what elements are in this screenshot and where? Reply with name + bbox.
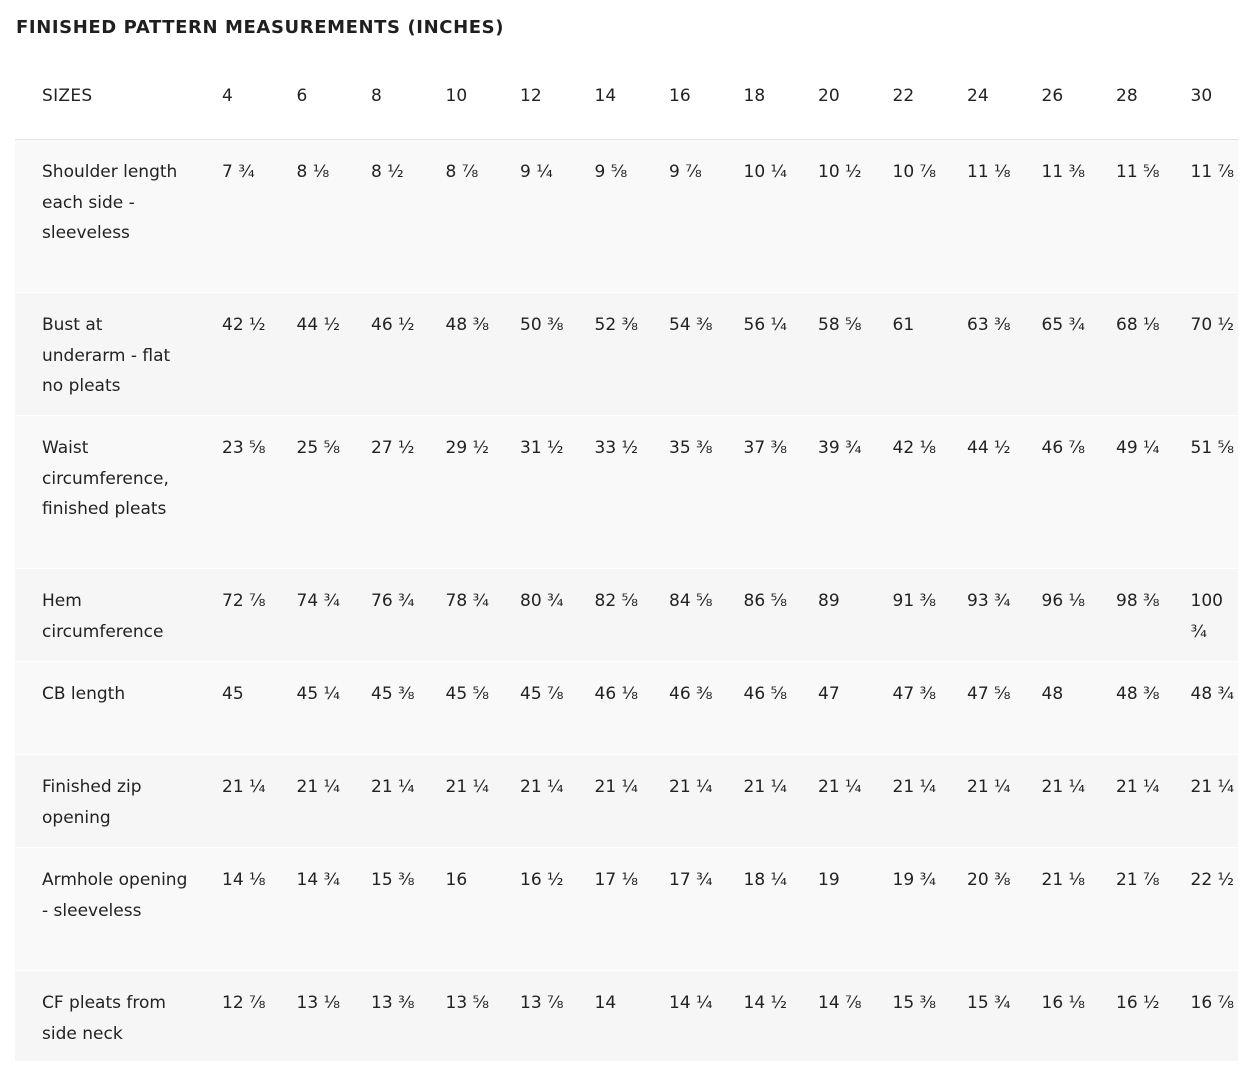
measurement-cell: 21 ¼	[594, 777, 639, 797]
measurement-cell: 25 ⅝	[296, 438, 341, 458]
row-label: Hem circumference	[42, 591, 164, 642]
measurement-cell: 21 ¼	[296, 777, 341, 797]
measurement-cell: 14 ½	[743, 993, 788, 1013]
measurement-cell: 45 ⅞	[520, 684, 564, 704]
measurement-cell: 45 ⅜	[371, 684, 415, 704]
measurement-cell: 42 ½	[222, 315, 266, 335]
size-header: 10	[445, 86, 468, 106]
measurement-cell: 9 ⅞	[669, 162, 702, 182]
measurement-cell: 11 ⅞	[1190, 162, 1235, 182]
size-header: 4	[222, 86, 233, 106]
measurement-cell: 19 ¾	[892, 870, 937, 890]
measurement-cell: 13 ⅞	[520, 993, 564, 1013]
measurement-cell: 46 ⅝	[743, 684, 788, 704]
size-header: 26	[1041, 86, 1064, 106]
measurement-cell: 21 ¼	[743, 777, 788, 797]
measurement-cell: 16 ⅞	[1190, 993, 1235, 1013]
size-header: 14	[594, 86, 617, 106]
measurement-cell: 68 ⅛	[1116, 315, 1160, 335]
measurement-cell: 23 ⅝	[222, 438, 266, 458]
measurement-cell: 91 ⅜	[892, 591, 937, 611]
measurement-cell: 20 ⅜	[967, 870, 1011, 890]
measurement-cell: 8 ½	[371, 162, 404, 182]
table-header-row	[15, 60, 1238, 140]
measurement-cell: 16 ½	[1116, 993, 1160, 1013]
measurement-cell: 72 ⅞	[222, 591, 266, 611]
row-label: Bust at underarm - flat no pleats	[42, 315, 171, 396]
measurement-cell: 14 ⅞	[818, 993, 862, 1013]
measurement-cell: 44 ½	[296, 315, 341, 335]
size-header: 28	[1116, 86, 1138, 106]
measurement-cell: 93 ¾	[967, 591, 1011, 611]
measurement-cell: 35 ⅜	[669, 438, 713, 458]
measurement-cell: 21 ¼	[818, 777, 862, 797]
measurement-cell: 10 ½	[818, 162, 862, 182]
measurement-cell: 76 ¾	[371, 591, 415, 611]
measurement-cell: 13 ⅜	[371, 993, 415, 1013]
table-row	[15, 971, 1238, 1062]
size-header: 12	[520, 86, 542, 106]
measurement-cell: 82 ⅝	[594, 591, 639, 611]
measurement-cell: 21 ¼	[520, 777, 564, 797]
measurement-cell: 84 ⅝	[669, 591, 713, 611]
measurement-cell: 46 ⅛	[594, 684, 639, 704]
measurement-cell: 16 ⅛	[1041, 993, 1086, 1013]
page-title: FINISHED PATTERN MEASUREMENTS (INCHES)	[16, 17, 505, 38]
measurement-cell: 21 ¼	[445, 777, 490, 797]
measurement-cell: 13 ⅛	[296, 993, 341, 1013]
measurement-cell: 100 ¾	[1190, 591, 1223, 642]
row-label: CB length	[42, 684, 126, 704]
measurement-cell: 52 ⅜	[594, 315, 639, 335]
measurement-cell: 18 ¼	[743, 870, 788, 890]
measurement-cell: 74 ¾	[296, 591, 341, 611]
measurement-cell: 16	[445, 870, 468, 890]
measurement-cell: 80 ¾	[520, 591, 564, 611]
size-header: 8	[371, 86, 382, 106]
measurement-cell: 61	[892, 315, 915, 335]
table-row	[15, 755, 1238, 848]
row-label: CF pleats from side neck	[42, 993, 166, 1044]
measurement-cell: 45 ¼	[296, 684, 341, 704]
measurement-cell: 48 ¾	[1190, 684, 1235, 704]
measurement-cell: 21 ⅛	[1041, 870, 1086, 890]
table-row	[15, 140, 1238, 293]
measurement-cell: 45	[222, 684, 244, 704]
measurement-cell: 63 ⅜	[967, 315, 1011, 335]
measurement-cell: 17 ¾	[669, 870, 713, 890]
measurement-cell: 70 ½	[1190, 315, 1235, 335]
measurement-cell: 56 ¼	[743, 315, 788, 335]
size-header: 30	[1190, 86, 1213, 106]
size-header: 20	[818, 86, 840, 106]
row-label: Armhole opening - sleeveless	[42, 870, 188, 921]
measurement-cell: 21 ¼	[1190, 777, 1235, 797]
table-row	[15, 662, 1238, 755]
measurements-table	[15, 60, 1238, 1062]
measurement-cell: 8 ⅛	[296, 162, 330, 182]
measurement-cell: 10 ¼	[743, 162, 788, 182]
measurement-cell: 46 ½	[371, 315, 415, 335]
measurement-cell: 96 ⅛	[1041, 591, 1086, 611]
measurement-cell: 21 ¼	[967, 777, 1011, 797]
measurement-cell: 10 ⅞	[892, 162, 937, 182]
measurement-cell: 48	[1041, 684, 1064, 704]
measurement-cell: 14 ⅛	[222, 870, 266, 890]
measurement-cell: 89	[818, 591, 840, 611]
measurement-cell: 17 ⅛	[594, 870, 639, 890]
measurement-cell: 45 ⅝	[445, 684, 490, 704]
measurement-cell: 46 ⅞	[1041, 438, 1086, 458]
measurement-cell: 78 ¾	[445, 591, 490, 611]
measurement-cell: 54 ⅜	[669, 315, 713, 335]
measurement-cell: 15 ⅜	[371, 870, 415, 890]
size-header: 16	[669, 86, 691, 106]
size-header: 6	[296, 86, 308, 106]
measurement-cell: 47 ⅝	[967, 684, 1011, 704]
measurement-cell: 46 ⅜	[669, 684, 713, 704]
table-row	[15, 569, 1238, 662]
measurement-cell: 15 ⅜	[892, 993, 937, 1013]
measurement-cell: 8 ⅞	[445, 162, 479, 182]
size-header: 18	[743, 86, 766, 106]
measurement-cell: 47 ⅜	[892, 684, 937, 704]
measurement-cell: 21 ¼	[222, 777, 266, 797]
measurement-cell: 9 ¼	[520, 162, 553, 182]
measurement-cell: 21 ¼	[669, 777, 713, 797]
measurement-cell: 48 ⅜	[445, 315, 490, 335]
measurement-cell: 19	[818, 870, 840, 890]
measurement-cell: 9 ⅝	[594, 162, 628, 182]
measurement-cell: 58 ⅝	[818, 315, 862, 335]
measurement-cell: 21 ¼	[892, 777, 937, 797]
measurement-cell: 13 ⅝	[445, 993, 490, 1013]
row-label: Finished zip opening	[42, 777, 142, 828]
measurement-cell: 21 ¼	[1041, 777, 1086, 797]
table-row	[15, 416, 1238, 569]
table-row	[15, 293, 1238, 416]
measurement-cell: 33 ½	[594, 438, 639, 458]
measurement-cell: 21 ¼	[371, 777, 415, 797]
measurement-cell: 11 ⅜	[1041, 162, 1086, 182]
measurement-cell: 49 ¼	[1116, 438, 1160, 458]
table-row	[15, 848, 1238, 971]
measurement-cell: 37 ⅜	[743, 438, 788, 458]
measurement-cell: 27 ½	[371, 438, 415, 458]
row-label: Shoulder length each side - sleeveless	[42, 162, 178, 243]
measurement-cell: 11 ⅛	[967, 162, 1011, 182]
measurement-cell: 65 ¾	[1041, 315, 1086, 335]
measurement-cell: 21 ¼	[1116, 777, 1160, 797]
size-header: 24	[967, 86, 989, 106]
measurement-cell: 14 ¾	[296, 870, 341, 890]
measurement-cell: 51 ⅝	[1190, 438, 1235, 458]
measurement-cell: 31 ½	[520, 438, 564, 458]
measurement-cell: 15 ¾	[967, 993, 1011, 1013]
measurement-cell: 47	[818, 684, 840, 704]
measurement-cell: 7 ¾	[222, 162, 255, 182]
measurement-cell: 42 ⅛	[892, 438, 937, 458]
measurement-cell: 39 ¾	[818, 438, 862, 458]
measurement-cell: 86 ⅝	[743, 591, 788, 611]
measurement-cell: 29 ½	[445, 438, 490, 458]
size-header: 22	[892, 86, 915, 106]
measurement-cell: 14 ¼	[669, 993, 713, 1013]
sizes-header-label: SIZES	[42, 86, 93, 106]
measurement-cell: 11 ⅝	[1116, 162, 1160, 182]
measurement-cell: 48 ⅜	[1116, 684, 1160, 704]
measurement-cell: 22 ½	[1190, 870, 1235, 890]
measurement-cell: 21 ⅞	[1116, 870, 1160, 890]
measurement-cell: 16 ½	[520, 870, 564, 890]
measurement-cell: 98 ⅜	[1116, 591, 1160, 611]
measurement-cell: 50 ⅜	[520, 315, 564, 335]
measurement-cell: 14	[594, 993, 617, 1013]
measurement-cell: 12 ⅞	[222, 993, 266, 1013]
measurement-cell: 44 ½	[967, 438, 1011, 458]
row-label: Waist circumference, finished pleats	[42, 438, 169, 519]
